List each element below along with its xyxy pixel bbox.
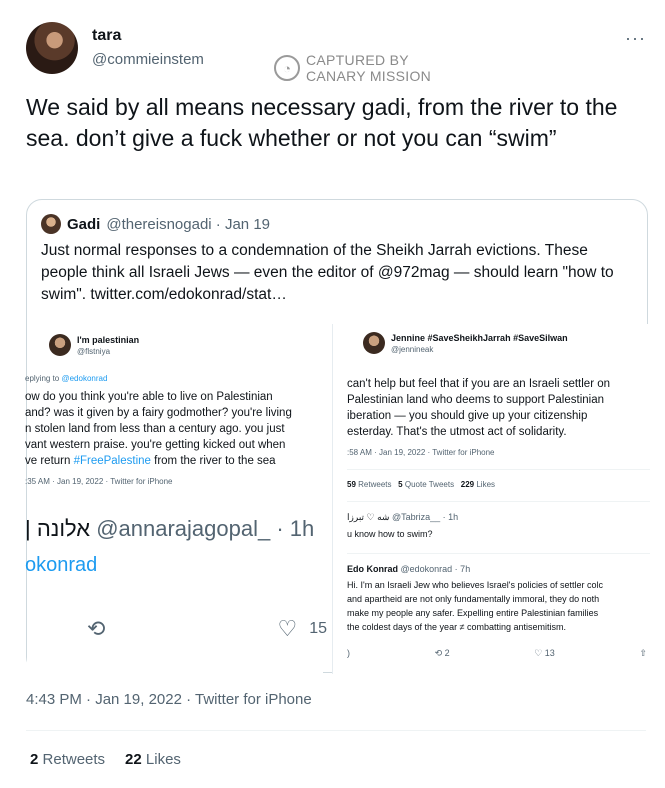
- tweet-text: We said by all means necessary gadi, from the river to the sea. don’t give a fuck whether or not you can “swim”: [26, 94, 618, 151]
- left-reply-body: ow do you think you're able to live on Palestinian and? was it given by a fairy godmother? you're living n stolen land from less than a century ago. you just vant western praise. you're getting kicked out when ve return #FreePalestine from the river to the sea: [25, 391, 292, 467]
- tweet-timestamp[interactable]: 4:43 PM · Jan 19, 2022 · Twitter for iPhone: [26, 691, 312, 708]
- quoted-author-avatar[interactable]: [41, 214, 61, 234]
- right-tweet-body: can't help but feel that if you are an Israeli settler on Palestinian land who deems to support Palestinian iberation — you should give up your citizenship esterday. That's the utmost act of solidarity.: [347, 378, 611, 438]
- author-display-name[interactable]: tara: [92, 27, 122, 44]
- more-options-icon[interactable]: ···: [625, 28, 646, 48]
- likes-stat[interactable]: 22 Likes: [125, 751, 181, 768]
- like-count: 15: [309, 620, 327, 637]
- left-reply-name: I'm palestinian: [77, 334, 140, 345]
- quoted-author-name[interactable]: Gadi: [67, 215, 101, 233]
- quoted-tweet-header: [41, 214, 270, 234]
- left-reply-avatar: [49, 334, 71, 356]
- quoted-media[interactable]: [27, 324, 649, 674]
- author-avatar[interactable]: [26, 22, 78, 74]
- left-big-actions: [87, 616, 327, 642]
- divider: [26, 730, 646, 731]
- quoted-author-meta[interactable]: @thereisnogadi · Jan 19: [106, 215, 271, 233]
- right-tweet-meta: :58 AM · Jan 19, 2022 · Twitter for iPhone: [347, 448, 495, 457]
- media-image-right[interactable]: [332, 324, 649, 674]
- author-info[interactable]: [92, 27, 204, 68]
- left-reply-meta: :35 AM · Jan 19, 2022 · Twitter for iPhone: [25, 477, 173, 486]
- canary-logo-icon: ◔: [274, 55, 300, 81]
- retweet-icon: ⟲: [87, 616, 106, 641]
- author-handle[interactable]: @commieinstem: [92, 51, 204, 68]
- media-image-left[interactable]: [25, 324, 327, 674]
- right-tweet-handle: @jennineak: [391, 344, 434, 354]
- right-reply-actions: [347, 648, 647, 659]
- reply-icon: ): [347, 648, 350, 658]
- right-reply-1: شه ♡ تبرزا @Tabriza__ · 1h u know how to swim?: [347, 501, 650, 541]
- retweets-stat[interactable]: 2 Retweets: [30, 751, 106, 768]
- like-icon: ♡: [277, 616, 298, 641]
- tweet-stats: [30, 751, 181, 768]
- like-icon: ♡ 13: [534, 648, 555, 658]
- canary-mission-watermark: [274, 52, 431, 84]
- right-tweet-header: [363, 332, 653, 354]
- quoted-tweet[interactable]: [26, 199, 648, 673]
- right-tweet-stats: 59 Retweets 5 Quote Tweets 229 Likes: [347, 469, 650, 489]
- right-tweet-avatar: [363, 332, 385, 354]
- watermark-text: CAPTURED BY CANARY MISSION: [306, 52, 432, 84]
- quoted-tweet-text: Just normal responses to a condemnation of the Sheikh Jarrah evictions. These people think all Israeli Jews — even the editor of @972mag — should learn "how to swim". twitter.com/edokonrad/stat…: [41, 242, 614, 303]
- left-big-username: | אלונה @annarajagopal_ · 1h: [25, 516, 315, 541]
- left-replying-to: eplying to @edokonrad: [25, 374, 108, 383]
- left-reply-handle: @flstniya: [77, 346, 111, 356]
- left-reply-header: [49, 334, 339, 356]
- left-big-mention: okonrad: [25, 554, 98, 576]
- retweet-icon: ⟲ 2: [434, 648, 450, 658]
- right-tweet-name: Jennine #SaveSheikhJarrah #SaveSilwan: [391, 332, 568, 343]
- right-reply-2: Edo Konrad @edokonrad · 7h Hi. I'm an Israeli Jew who believes Israel's policies of settler colc and apartheid are not only fundamentally immoral, they do noth make my people any safer. Expelling entire Palestinian families the coldest days of the year ≠ combatting antisemitism.: [347, 553, 650, 634]
- share-icon: ⇧: [639, 648, 647, 658]
